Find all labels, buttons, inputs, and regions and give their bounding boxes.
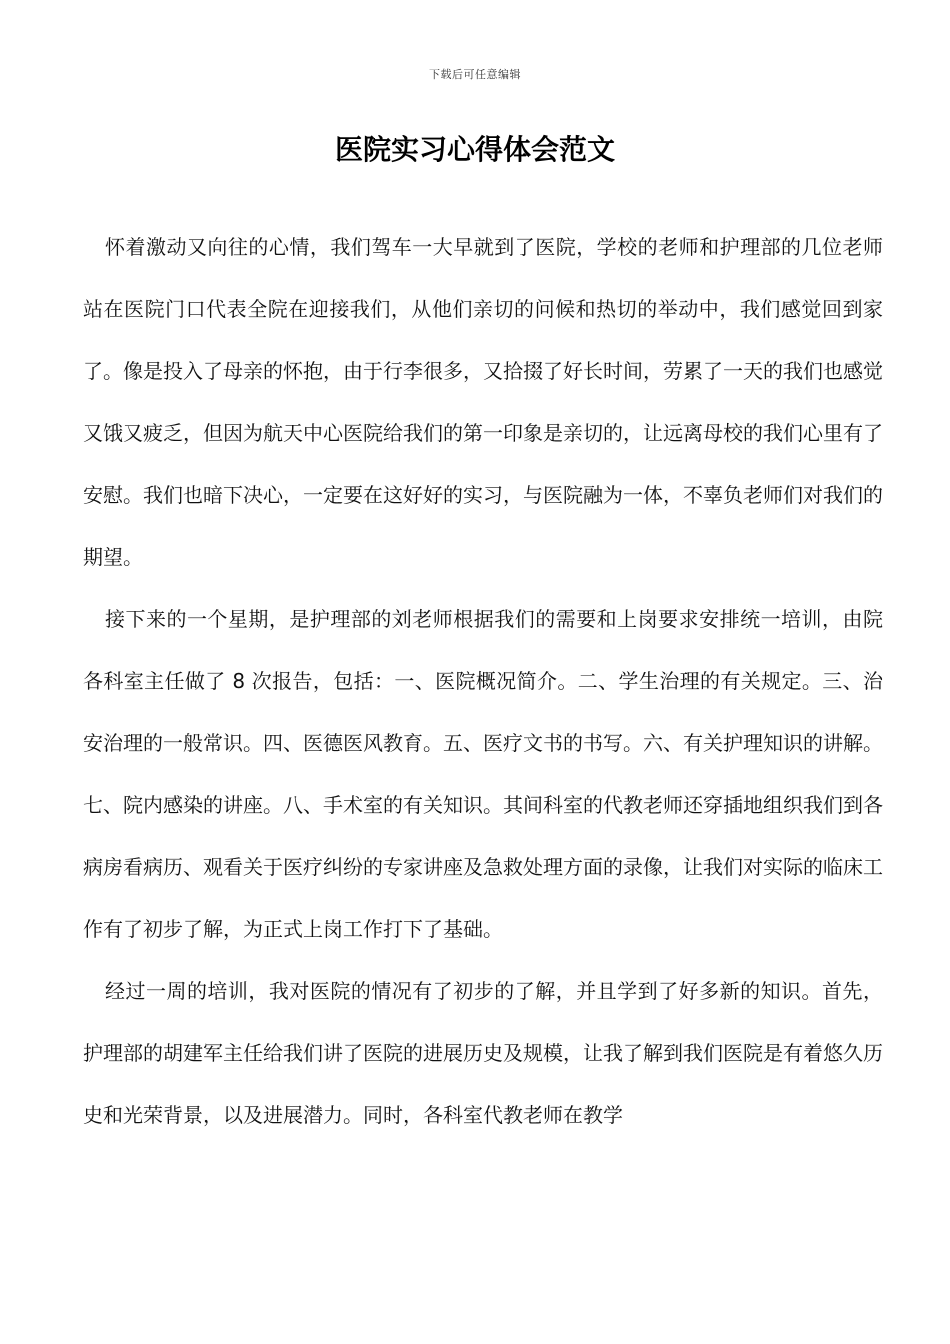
paragraph-1: 怀着激动又向往的心情，我们驾车一大早就到了医院，学校的老师和护理部的几位老师站在医院门口代表全院在迎接我们，从他们亲切的问候和热切的举动中，我们感觉回到家了。像是投入了母亲的怀抱，由于行李很多，又拾掇了好长时间，劳累了一天的我们也感觉又饿又疲乏，但因为航天中心医院给我们的第一印象是亲切的，让远离母校的我们心里有了安慰。我们也暗下决心，一定要在这好好的实习，与医院融为一体，不辜负老师们对我们的期望。 [83, 235, 883, 569]
paragraph-3: 经过一周的培训，我对医院的情况有了初步的了解，并且学到了好多新的知识。首先，护理部的胡建军主任给我们讲了医院的进展历史及规模，让我了解到我们医院是有着悠久历史和光荣背景，以及进展潜力。同时，各科室代教老师在教学 [83, 979, 883, 1127]
document-body [83, 216, 883, 1146]
document-title: 医院实习心得体会范文 [334, 133, 615, 166]
paragraph-2: 接下来的一个星期，是护理部的刘老师根据我们的需要和上岗要求安排统一培训，由院各科室主任做了 8 次报告，包括：一、医院概况简介。二、学生治理的有关规定。三、治安治理的一般常识。四、医德医风教育。五、医疗文书的书写。六、有关护理知识的讲解。七、院内感染的讲座。八、手术室的有关知识。其间科室的代教老师还穿插地组织我们到各病房看病历、观看关于医疗纠纷的专家讲座及急救处理方面的录像，让我们对实际的临床工作有了初步了解，为正式上岗工作打下了基础。 [83, 607, 883, 941]
header-note: 下载后可任意编辑 [429, 68, 521, 81]
